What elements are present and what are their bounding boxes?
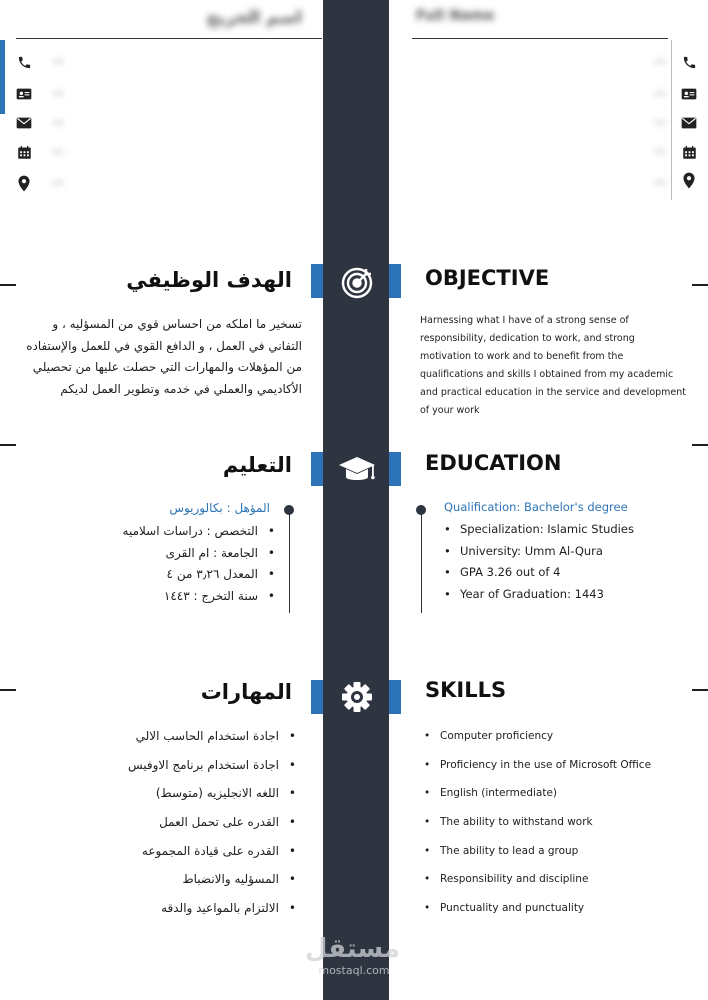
watermark-url: mostaql.com: [318, 964, 390, 977]
list-item: • The ability to lead a group: [424, 839, 686, 868]
list-item: • Computer proficiency: [424, 724, 686, 753]
contact-value: —: [654, 175, 666, 189]
location-icon: [681, 172, 697, 188]
calendar-icon: [16, 144, 32, 160]
id-card-icon: [16, 86, 32, 102]
qualification-en: Qualification: Bachelor's degree: [444, 500, 628, 514]
objective-heading-en: OBJECTIVE: [425, 266, 550, 290]
header-accent-bar: [0, 40, 5, 114]
header-divider-left: [16, 38, 322, 39]
list-item: • English (intermediate): [424, 781, 686, 810]
section-tab: [311, 264, 323, 298]
list-item: • Punctuality and punctuality: [424, 896, 686, 925]
contact-value: —: [52, 54, 64, 68]
contact-value: —: [654, 144, 666, 158]
contact-value: —: [654, 86, 666, 100]
list-item: • القدره على قيادة المجموعه: [40, 839, 296, 868]
contact-value: —: [52, 144, 64, 158]
email-icon: [681, 115, 697, 131]
id-card-icon: [681, 86, 697, 102]
skills-heading-en: SKILLS: [425, 678, 507, 702]
list-item: • سنة التخرج : ١٤٤٣: [40, 586, 275, 608]
list-item: • القدره على تحمل العمل: [40, 810, 296, 839]
graduation-cap-icon: [337, 450, 377, 490]
location-icon: [16, 175, 32, 191]
edge-tick: [0, 689, 16, 691]
education-list-en: [444, 519, 684, 605]
contact-value: —: [52, 175, 64, 189]
edge-tick: [0, 444, 16, 446]
phone-icon: [681, 54, 697, 70]
timeline-line: [421, 513, 422, 613]
list-item: • اللغه الانجليزيه (متوسط): [40, 781, 296, 810]
calendar-icon: [681, 144, 697, 160]
list-item: • الالتزام بالمواعيد والدقه: [40, 896, 296, 925]
list-item: • GPA 3.26 out of 4: [444, 562, 684, 584]
name-english: Full Name: [416, 8, 495, 24]
edge-tick: [692, 444, 708, 446]
center-spine: [323, 0, 389, 1000]
list-item: • Year of Graduation: 1443: [444, 584, 684, 606]
list-item: • The ability to withstand work: [424, 810, 686, 839]
section-tab: [389, 264, 401, 298]
skills-list-en: [424, 724, 686, 925]
name-arabic: اسم الخريج: [206, 8, 302, 28]
target-icon: [337, 262, 377, 302]
list-item: • Specialization: Islamic Studies: [444, 519, 684, 541]
section-tab: [389, 452, 401, 486]
list-item: • اجادة استخدام برنامج الاوفيس: [40, 753, 296, 782]
timeline-line: [289, 513, 290, 613]
gear-icon: [337, 677, 377, 717]
list-item: • التخصص : دراسات اسلاميه: [40, 521, 275, 543]
list-item: • Proficiency in the use of Microsoft Office: [424, 753, 686, 782]
education-heading-ar: التعليم: [222, 453, 292, 477]
list-item: • اجادة استخدام الحاسب الالي: [40, 724, 296, 753]
section-tab: [311, 680, 323, 714]
watermark-logo: مستقل: [304, 934, 400, 964]
edge-tick: [0, 284, 16, 286]
header-divider-right: [412, 38, 668, 39]
list-item: • المعدل ٣٫٢٦ من ٤: [40, 564, 275, 586]
skills-heading-ar: المهارات: [200, 680, 292, 704]
section-tab: [311, 452, 323, 486]
section-tab: [389, 680, 401, 714]
list-item: • المسؤليه والانضباط: [40, 867, 296, 896]
contact-value: —: [654, 54, 666, 68]
education-heading-en: EDUCATION: [425, 451, 562, 475]
objective-heading-ar: الهدف الوظيفي: [126, 268, 292, 292]
contact-value: —: [654, 115, 666, 129]
list-item: • Responsibility and discipline: [424, 867, 686, 896]
contact-value: —: [52, 115, 64, 129]
qualification-ar: المؤهل : بكالوريوس: [169, 501, 270, 515]
contact-value: —: [52, 86, 64, 100]
edge-tick: [692, 284, 708, 286]
list-item: • الجامعة : ام القرى: [40, 543, 275, 565]
edge-tick: [692, 689, 708, 691]
list-item: • University: Umm Al-Qura: [444, 541, 684, 563]
email-icon: [16, 115, 32, 131]
education-list-ar: [40, 521, 275, 607]
objective-text-ar: تسخير ما املكه من احساس قوي من المسؤليه ، و التفاني في العمل ، و الدافع القوي في للعمل والإستفاده من المؤهلات والمهارات التي حصلت عليها من تحصيلي الأكاديمي والعملي في خدمه وتطوير العمل لديكم: [26, 317, 302, 396]
header-side-rule: [671, 40, 672, 200]
objective-text-en: Harnessing what I have of a strong sense of responsibility, dedication to work, and strong motivation to work and to benefit from the qualifications and skills I obtained from my academic and practical education in the service and development of your work: [420, 315, 686, 416]
phone-icon: [16, 54, 32, 70]
skills-list-ar: [40, 724, 296, 925]
